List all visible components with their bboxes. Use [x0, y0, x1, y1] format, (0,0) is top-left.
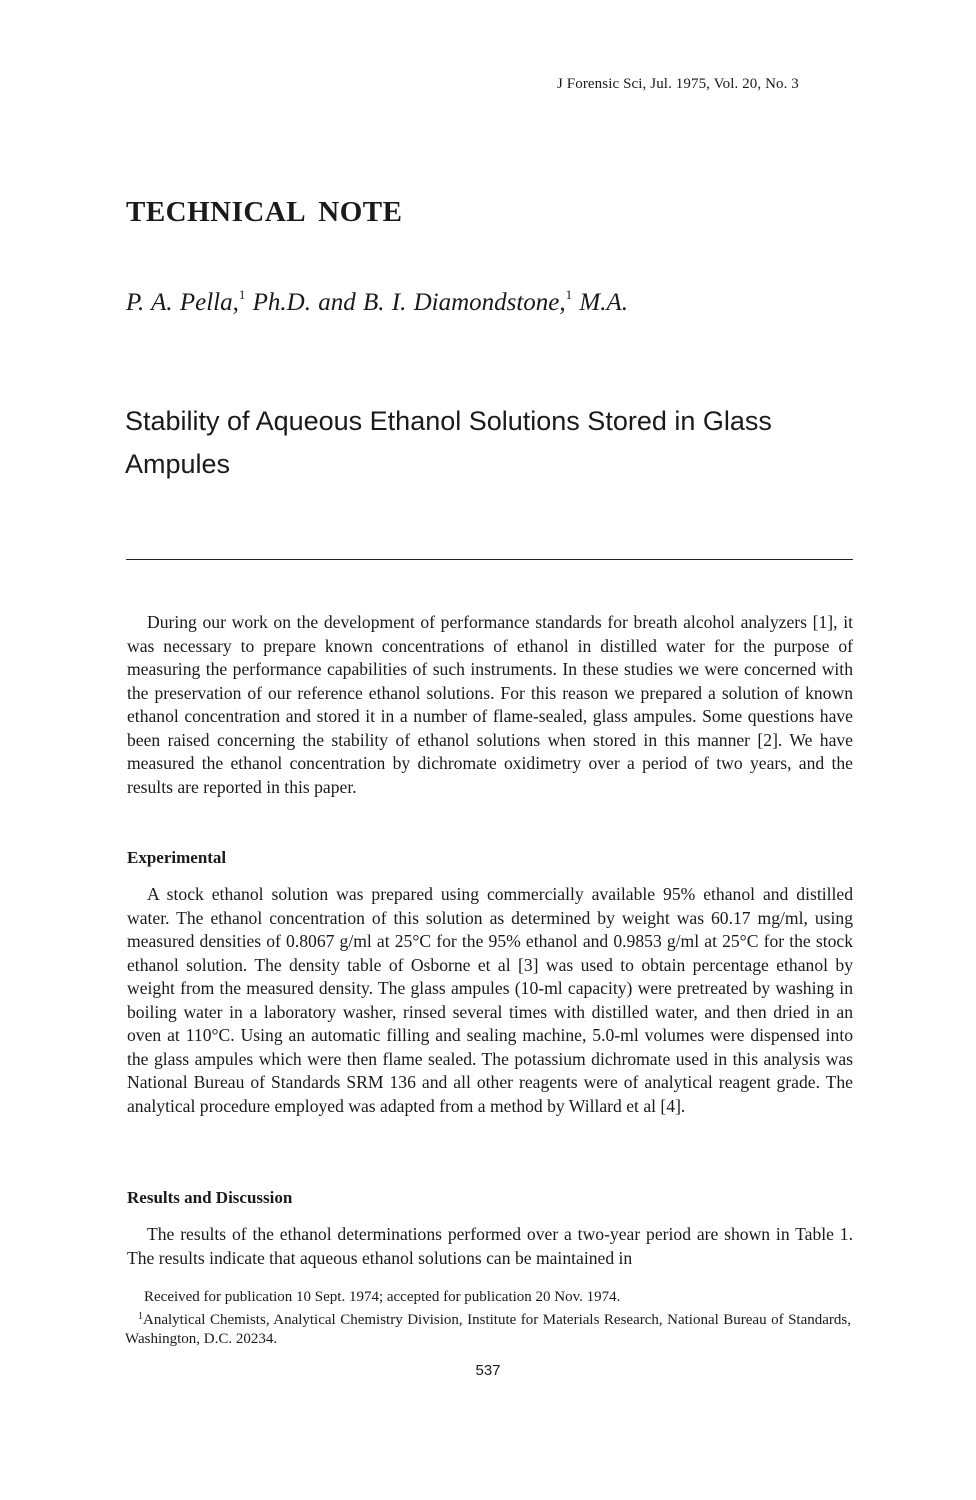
affiliation-text: Analytical Chemists, Analytical Chemistry Division, Institute for Materials Research, National Bureau of Standards, Washington, D.C. 20234. [125, 1312, 851, 1347]
affiliation-note [125, 1307, 851, 1349]
section-label: TECHNICAL NOTE [126, 196, 403, 228]
author-name: P. A. Pella, [126, 289, 239, 316]
received-note: Received for publication 10 Sept. 1974; accepted for publication 20 Nov. 1974. [144, 1289, 621, 1305]
author-line [126, 287, 628, 317]
intro-paragraph: During our work on the development of performance standards for breath alcohol analyzers [1], it was necessary to prepare known concentrations of ethanol in distilled water for the purpose of measuring the performance capabilities of such instruments. In these studies we were concerned with the preservation of our reference ethanol solutions. For this reason we prepared a solution of known ethanol concentration and stored it in a number of flame-sealed, glass ampules. Some questions have been raised concerning the stability of ethanol solutions when stored in this manner [2]. We have measured the ethanol concentration by dichromate oxidimetry over a period of two years, and the results are reported in this paper. [127, 612, 853, 797]
author-name: B. I. Diamondstone, [362, 289, 566, 316]
footnote-mark: 1 [565, 287, 573, 302]
author-degree: M.A. [579, 289, 628, 316]
results-paragraph: The results of the ethanol determinations performed over a two-year period are shown in Table 1. The results indicate that aqueous ethanol solutions can be maintained in [127, 1224, 853, 1268]
footnotes [125, 1288, 851, 1349]
footnote-mark: 1 [238, 287, 246, 302]
experimental-heading: Experimental [127, 848, 227, 867]
page-number: 537 [475, 1362, 501, 1379]
article-title: Stability of Aqueous Ethanol Solutions Stored in Glass Ampules [125, 406, 772, 479]
author-degree: Ph.D. and [252, 289, 356, 316]
title-divider [126, 559, 853, 560]
footnote-mark: 1 [138, 1311, 143, 1322]
results-heading: Results and Discussion [127, 1188, 293, 1207]
journal-reference: J Forensic Sci, Jul. 1975, Vol. 20, No. 3 [557, 76, 799, 92]
experimental-paragraph: A stock ethanol solution was prepared using commercially available 95% ethanol and distilled water. The ethanol concentration of this solution as determined by weight was 60.17 mg/ml, using measured densities of 0.8067 g/ml at 25°C for the 95% ethanol and 0.9853 g/ml at 25°C for the stock ethanol solution. The density table of Osborne et al [3] was used to obtain percentage ethanol by weight from the measured density. The glass ampules (10-ml capacity) were pretreated by washing in boiling water in a laboratory washer, rinsed several times with distilled water, and then dried in an oven at 110°C. Using an automatic filling and sealing machine, 5.0-ml volumes were dispensed into the glass ampules which were then flame sealed. The potassium dichromate used in this analysis was National Bureau of Standards SRM 136 and all other reagents were of analytical reagent grade. The analytical procedure employed was adapted from a method by Willard et al [4]. [127, 884, 853, 1116]
